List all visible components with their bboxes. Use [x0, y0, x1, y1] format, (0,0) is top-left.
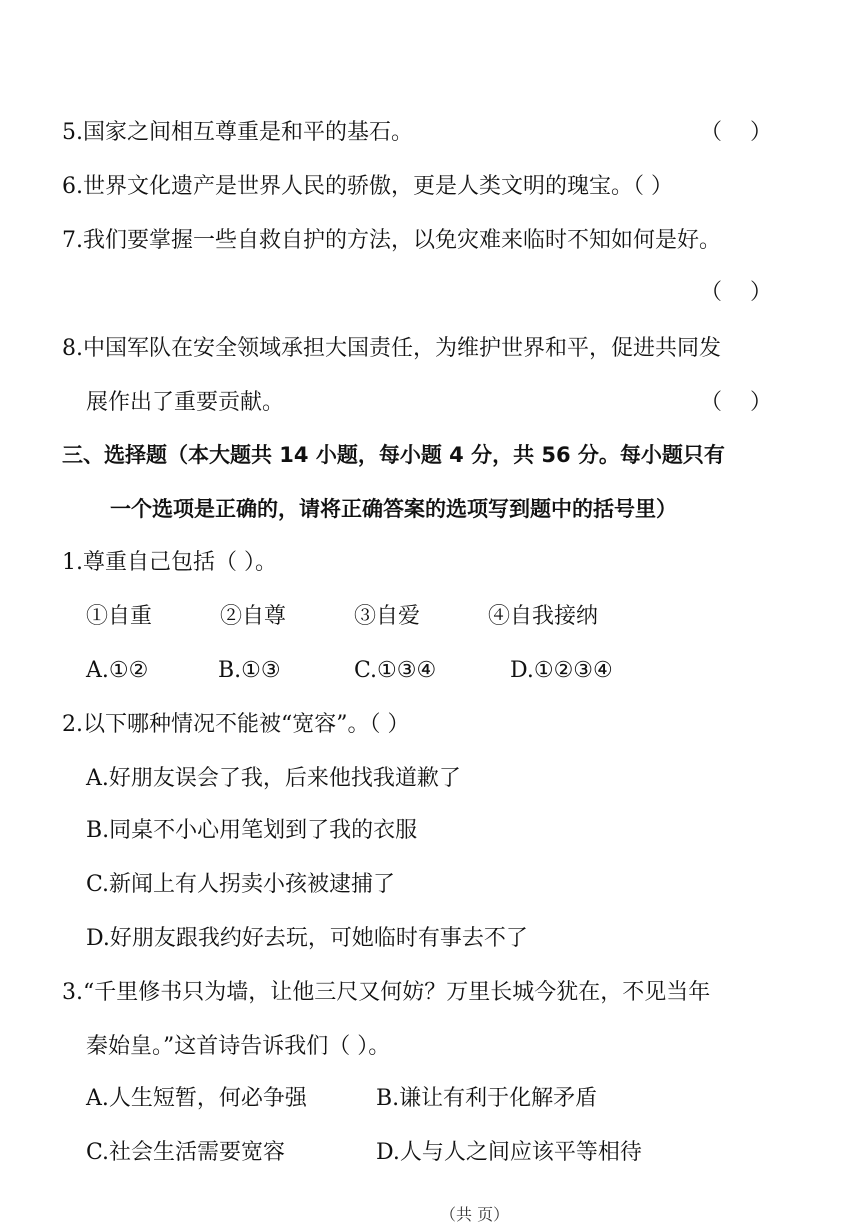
q3-option-b[interactable]: B.谦让有利于化解矛盾 [376, 1086, 598, 1111]
q2-option-a[interactable]: A.好朋友误会了我，后来他找我道歉了 [86, 766, 461, 791]
tf-item-7: 7.我们要掌握一些自救自护的方法，以免灾难来临时不知如何是好。 [62, 228, 721, 253]
tf-item-5: 5.国家之间相互尊重是和平的基石。 [62, 120, 413, 145]
page-footer: （共 页） [440, 1205, 510, 1224]
q3-option-d[interactable]: D.人与人之间应该平等相待 [376, 1140, 642, 1165]
section-heading-cont: 一个选项是正确的，请将正确答案的选项写到题中的括号里） [110, 497, 677, 521]
question-2-stem: 2.以下哪种情况不能被“宽容”。（ ） [62, 712, 410, 737]
answer-paren[interactable]: （ ） [700, 390, 772, 415]
q3-option-a[interactable]: A.人生短暂，何必争强 [86, 1086, 307, 1111]
section-heading: 三、选择题（本大题共 14 小题，每小题 4 分，共 56 分。每小题只有 [62, 443, 725, 467]
answer-paren[interactable]: （ ） [700, 280, 772, 305]
tf-item-8-cont: 展作出了重要贡献。 [86, 390, 285, 415]
q1-item: ③自爱 [354, 604, 421, 629]
q1-option-d[interactable]: D.①②③④ [510, 658, 613, 683]
q1-item: ②自尊 [220, 604, 287, 629]
q1-option-a[interactable]: A.①② [86, 658, 149, 683]
q1-option-b[interactable]: B.①③ [218, 658, 281, 683]
q1-option-c[interactable]: C.①③④ [354, 658, 437, 683]
question-3-stem: 3.“千里修书只为墙，让他三尺又何妨？万里长城今犹在，不见当年 [62, 980, 711, 1005]
q1-item: ①自重 [86, 604, 153, 629]
question-1-stem: 1.尊重自己包括（ ）。 [62, 550, 277, 575]
tf-item-6: 6.世界文化遗产是世界人民的骄傲，更是人类文明的瑰宝。（ ） [62, 174, 673, 199]
tf-item-8: 8.中国军队在安全领域承担大国责任，为维护世界和平，促进共同发 [62, 336, 721, 361]
q2-option-c[interactable]: C.新闻上有人拐卖小孩被逮捕了 [86, 872, 396, 897]
q2-option-b[interactable]: B.同桌不小心用笔划到了我的衣服 [86, 818, 418, 843]
question-3-stem-cont: 秦始皇。”这首诗告诉我们（ ）。 [86, 1034, 391, 1059]
q2-option-d[interactable]: D.好朋友跟我约好去玩，可她临时有事去不了 [86, 926, 528, 951]
q3-option-c[interactable]: C.社会生活需要宽容 [86, 1140, 286, 1165]
answer-paren[interactable]: （ ） [700, 120, 772, 145]
q1-item: ④自我接纳 [488, 604, 599, 629]
